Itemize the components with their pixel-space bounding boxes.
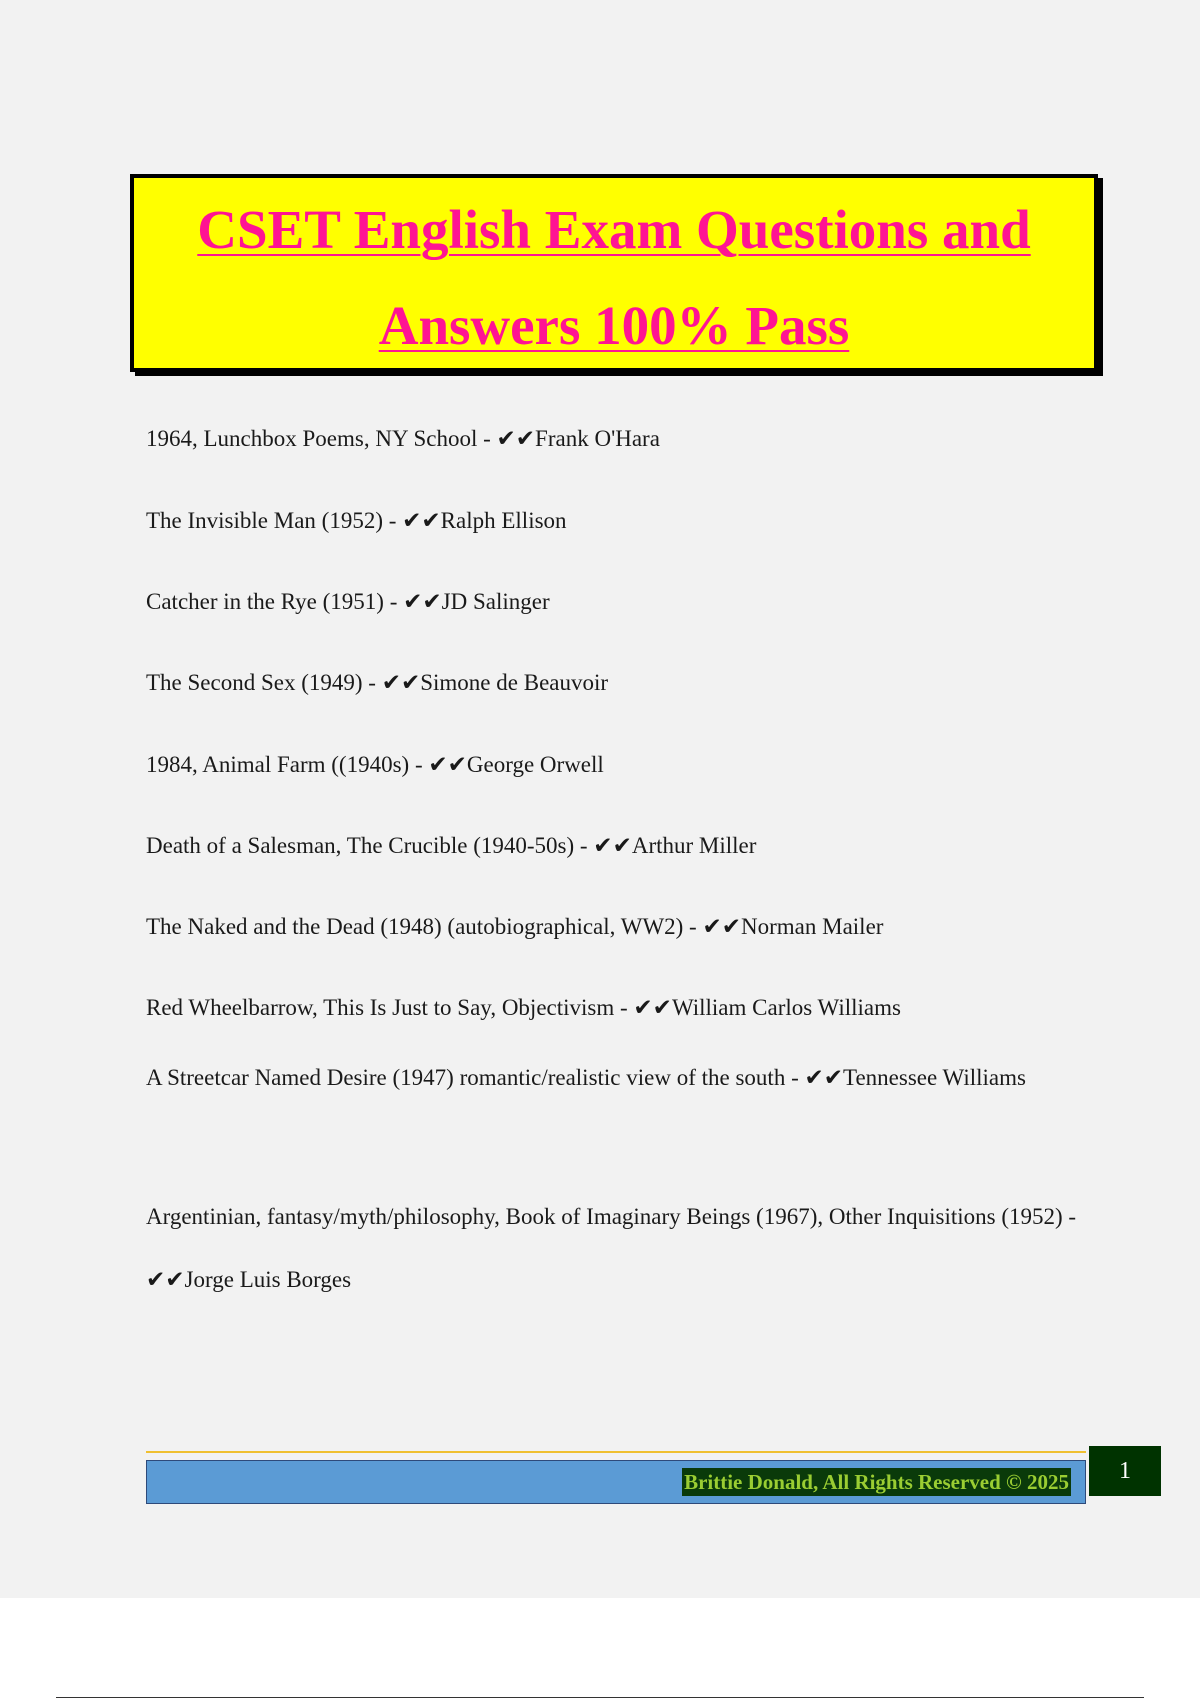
qa-item: The Invisible Man (1952) - ✔✔Ralph Ellison	[146, 508, 567, 533]
qa-item: 1964, Lunchbox Poems, NY School - ✔✔Frank O'Hara	[146, 426, 660, 451]
qa-item: Death of a Salesman, The Crucible (1940-50s) - ✔✔Arthur Miller	[146, 833, 757, 858]
title-line-1: CSET English Exam Questions and	[197, 199, 1031, 260]
footer-copyright: Brittie Donald, All Rights Reserved © 2025	[684, 1470, 1069, 1494]
qa-item: A Streetcar Named Desire (1947) romantic/realistic view of the south - ✔✔Tennessee Williams	[146, 1065, 1026, 1090]
title-line-2: Answers 100% Pass	[378, 295, 850, 356]
page-number: 1	[1089, 1446, 1161, 1496]
title-banner	[130, 174, 1098, 372]
footer-divider	[146, 1451, 1086, 1453]
page-bottom-divider	[56, 1697, 1144, 1698]
qa-item: 1984, Animal Farm ((1940s) - ✔✔George Orwell	[146, 752, 604, 777]
qa-item: Red Wheelbarrow, This Is Just to Say, Objectivism - ✔✔William Carlos Williams	[146, 995, 901, 1020]
footer-bar	[146, 1460, 1086, 1504]
qa-item: Catcher in the Rye (1951) - ✔✔JD Salinger	[146, 589, 550, 614]
qa-item: The Naked and the Dead (1948) (autobiographical, WW2) - ✔✔Norman Mailer	[146, 914, 884, 939]
qa-item: The Second Sex (1949) - ✔✔Simone de Beauvoir	[146, 670, 609, 695]
qa-item: Argentinian, fantasy/myth/philosophy, Book of Imaginary Beings (1967), Other Inquisitions (1952) - ✔✔Jorge Luis Borges	[146, 1204, 1077, 1292]
